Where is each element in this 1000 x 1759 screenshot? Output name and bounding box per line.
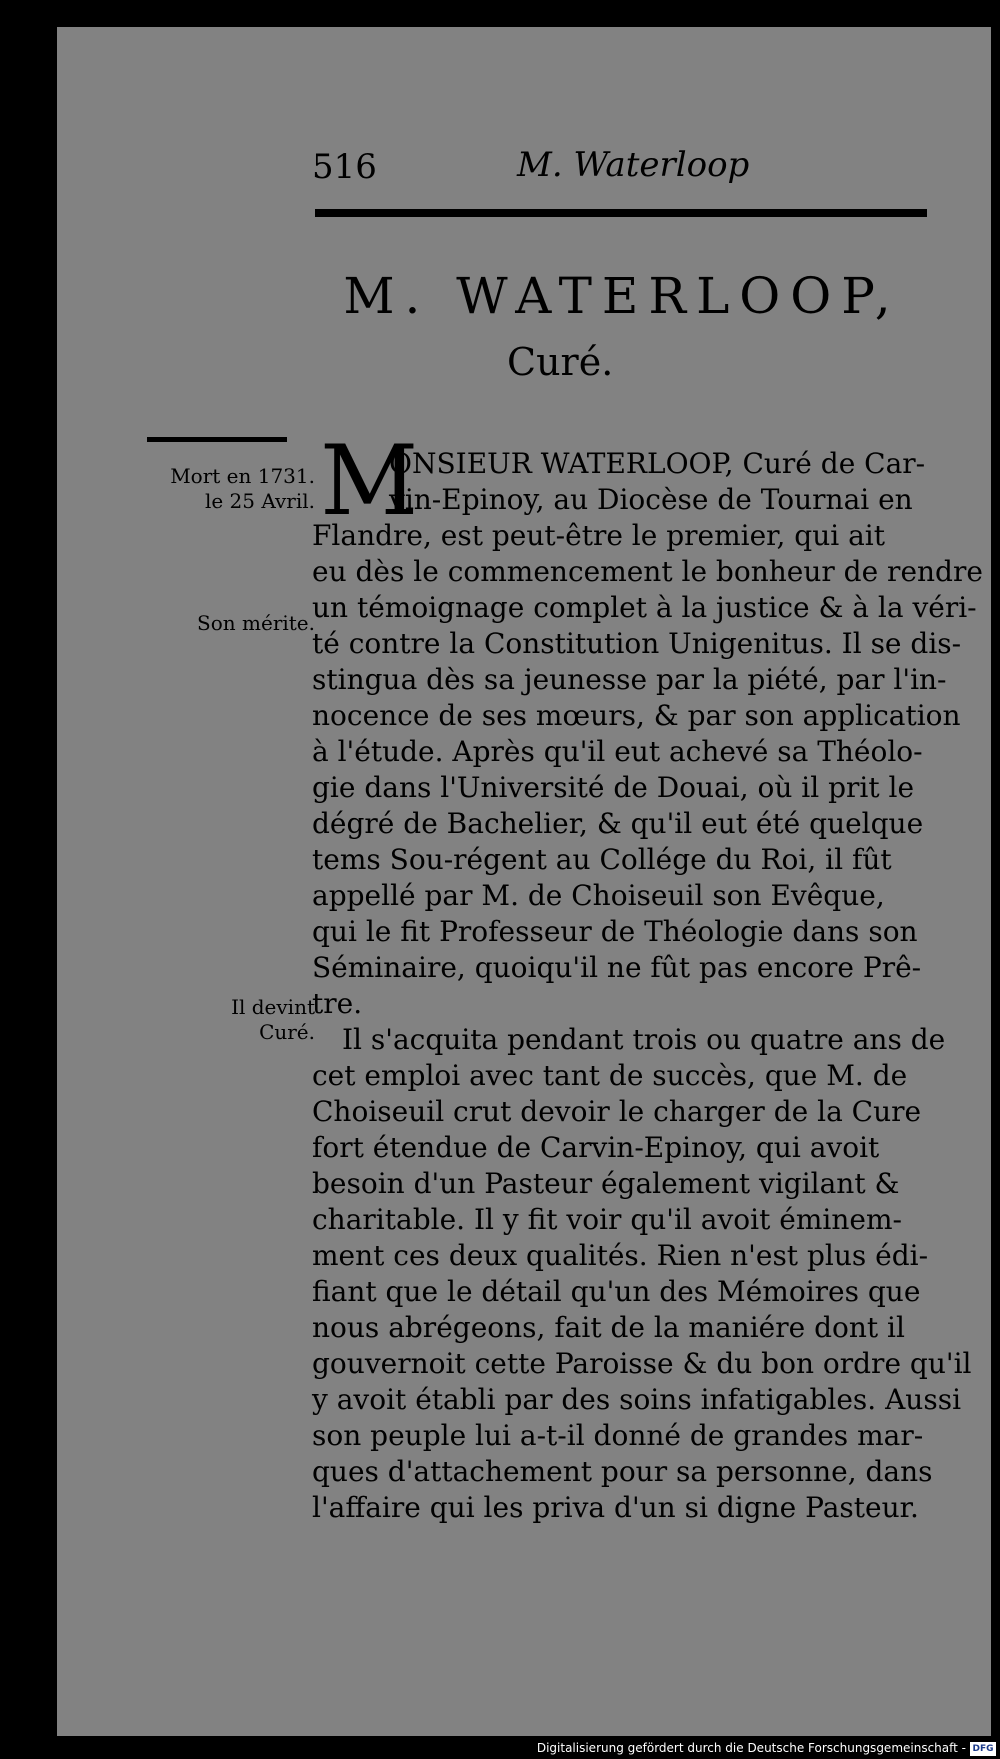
text-line: appellé par M. de Choiseuil son Evêque, <box>312 879 885 912</box>
text-line: Choiseuil crut devoir le charger de la Cure <box>312 1095 922 1128</box>
text-line: Il s'acquita pendant trois ou quatre ans de <box>342 1023 946 1056</box>
text-line: gouvernoit cette Paroisse & du bon ordre qu'il <box>312 1347 972 1380</box>
page-title: M. WATERLOOP, <box>343 267 901 325</box>
text-line: dégré de Bachelier, & qu'il eut été quelque <box>312 807 924 840</box>
margin-note-death: Mort en 1731. <box>170 464 315 488</box>
text-line: y avoit établi par des soins infatigables. Aussi <box>312 1383 962 1416</box>
header-rule <box>315 209 927 217</box>
page-number: 516 <box>312 147 377 187</box>
text-line: charitable. Il y fit voir qu'il avoit éminem- <box>312 1203 902 1236</box>
text-line: son peuple lui a-t-il donné de grandes mar- <box>312 1419 924 1452</box>
text-line: ment ces deux qualités. Rien n'est plus édi- <box>312 1239 929 1272</box>
text-line: ONSIEUR WATERLOOP, Curé de Car- <box>389 447 926 480</box>
running-head: M. Waterloop <box>517 145 750 185</box>
text-line: tre. <box>312 987 363 1020</box>
text-line: fiant que le détail qu'un des Mémoires que <box>312 1275 921 1308</box>
margin-dash <box>147 437 287 442</box>
text-line: un témoignage complet à la justice & à la véri- <box>312 591 977 624</box>
text-line: besoin d'un Pasteur également vigilant & <box>312 1167 900 1200</box>
margin-note-merit: Son mérite. <box>197 611 315 635</box>
dfg-logo: DFG <box>970 1742 996 1756</box>
text-line: l'affaire qui les priva d'un si digne Pasteur. <box>312 1491 919 1524</box>
margin-note-date: le 25 Avril. <box>204 489 315 513</box>
text-line: eu dès le commencement le bonheur de rendre <box>312 555 983 588</box>
text-line: nous abrégeons, fait de la maniére dont il <box>312 1311 905 1344</box>
text-line: gie dans l'Université de Douai, où il prit le <box>312 771 915 804</box>
text-line: fort étendue de Carvin-Epinoy, qui avoit <box>312 1131 880 1164</box>
digitization-credit: Digitalisierung gefördert durch die Deutsche Forschungsgemeinschaft - <box>536 1741 966 1755</box>
margin-note-cure: Curé. <box>259 1020 315 1044</box>
text-line: stingua dès sa jeunesse par la piété, par l'in- <box>312 663 947 696</box>
text-line: Séminaire, quoiqu'il ne fût pas encore Prê- <box>312 951 922 984</box>
book-page <box>57 27 991 1736</box>
text-line: ques d'attachement pour sa personne, dans <box>312 1455 933 1488</box>
text-line: qui le fit Professeur de Théologie dans son <box>312 915 918 948</box>
text-line: nocence de ses mœurs, & par son application <box>312 699 961 732</box>
text-line: té contre la Constitution Unigenitus. Il se dis- <box>312 627 962 660</box>
text-line: cet emploi avec tant de succès, que M. de <box>312 1059 908 1092</box>
margin-note-became: Il devint <box>231 995 315 1019</box>
text-line: vin-Epinoy, au Diocèse de Tournai en <box>389 483 913 516</box>
drop-cap: M <box>320 425 419 537</box>
text-line: Flandre, est peut-être le premier, qui ait <box>312 519 886 552</box>
text-line: à l'étude. Après qu'il eut achevé sa Théolo- <box>312 735 923 768</box>
text-line: tems Sou-régent au Collége du Roi, il fût <box>312 843 892 876</box>
page-subtitle: Curé. <box>507 340 614 384</box>
